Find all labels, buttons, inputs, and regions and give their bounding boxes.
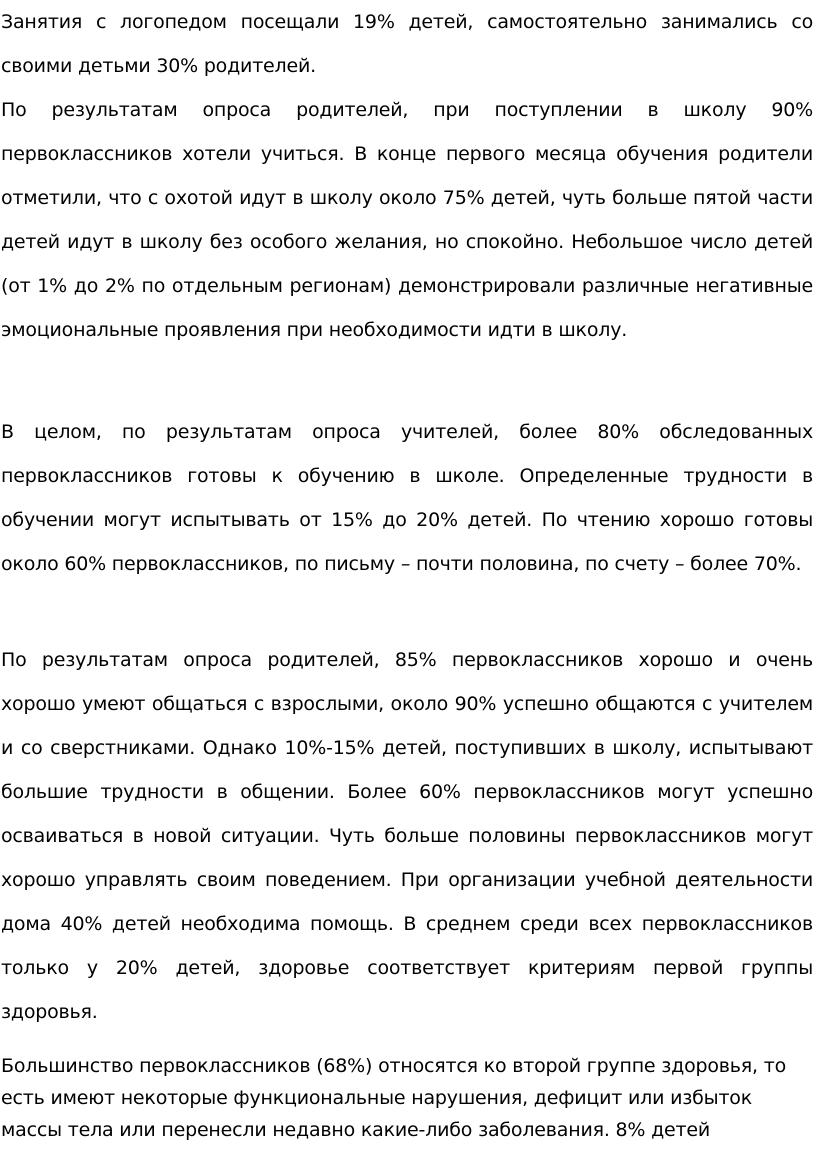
paragraph-parents-survey-communication: По результатам опроса родителей, 85% первоклассников хорошо и очень хорошо умеют общаться с взрослыми, около 90% успешно общаются с учителем и со сверстниками. Однако 10%-15% детей, поступивших в школу, испытывают большие трудности в общении. Более 60% первоклассников могут успешно осваиваться в новой ситуации. Чуть больше половины первоклассников могут хорошо управлять своим поведением. При организации учебной деятельности дома 40% детей необходима помощь. В среднем среди всех первоклассников только у 20% детей, здоровье соответствует критериям первой группы здоровья. <box>1 649 813 1023</box>
paragraph-speech-therapy: Занятия с логопедом посещали 19% детей, самостоятельно занимались со своими детьми 30% родителей. <box>1 11 813 77</box>
paragraph-parents-survey-motivation: По результатам опроса родителей, при поступлении в школу 90% первоклассников хотели учиться. В конце первого месяца обучения родители отметили, что с охотой идут в школу около 75% детей, чуть больше пятой части детей идут в школу без особого желания, но спокойно. Небольшое число детей (от 1% до 2% по отдельным регионам) демонстрировали различные негативные эмоциональные проявления при необходимости идти в школу. <box>1 99 813 341</box>
paragraph-teachers-survey-readiness: В целом, по результатам опроса учителей, более 80% обследованных первоклассников готовы к обучению в школе. Определенные трудности в обучении могут испытывать от 15% до 20% детей. По чтению хорошо готовы около 60% первоклассников, по письму – почти половина, по счету – более 70%. <box>1 421 813 575</box>
paragraph-health-groups: Большинство первоклассников (68%) относятся ко второй группе здоровья, то есть имеют некоторые функциональные нарушения, дефицит или избыток массы тела или перенесли недавно какие-либо заболевания. 8% детей <box>1 1055 786 1141</box>
